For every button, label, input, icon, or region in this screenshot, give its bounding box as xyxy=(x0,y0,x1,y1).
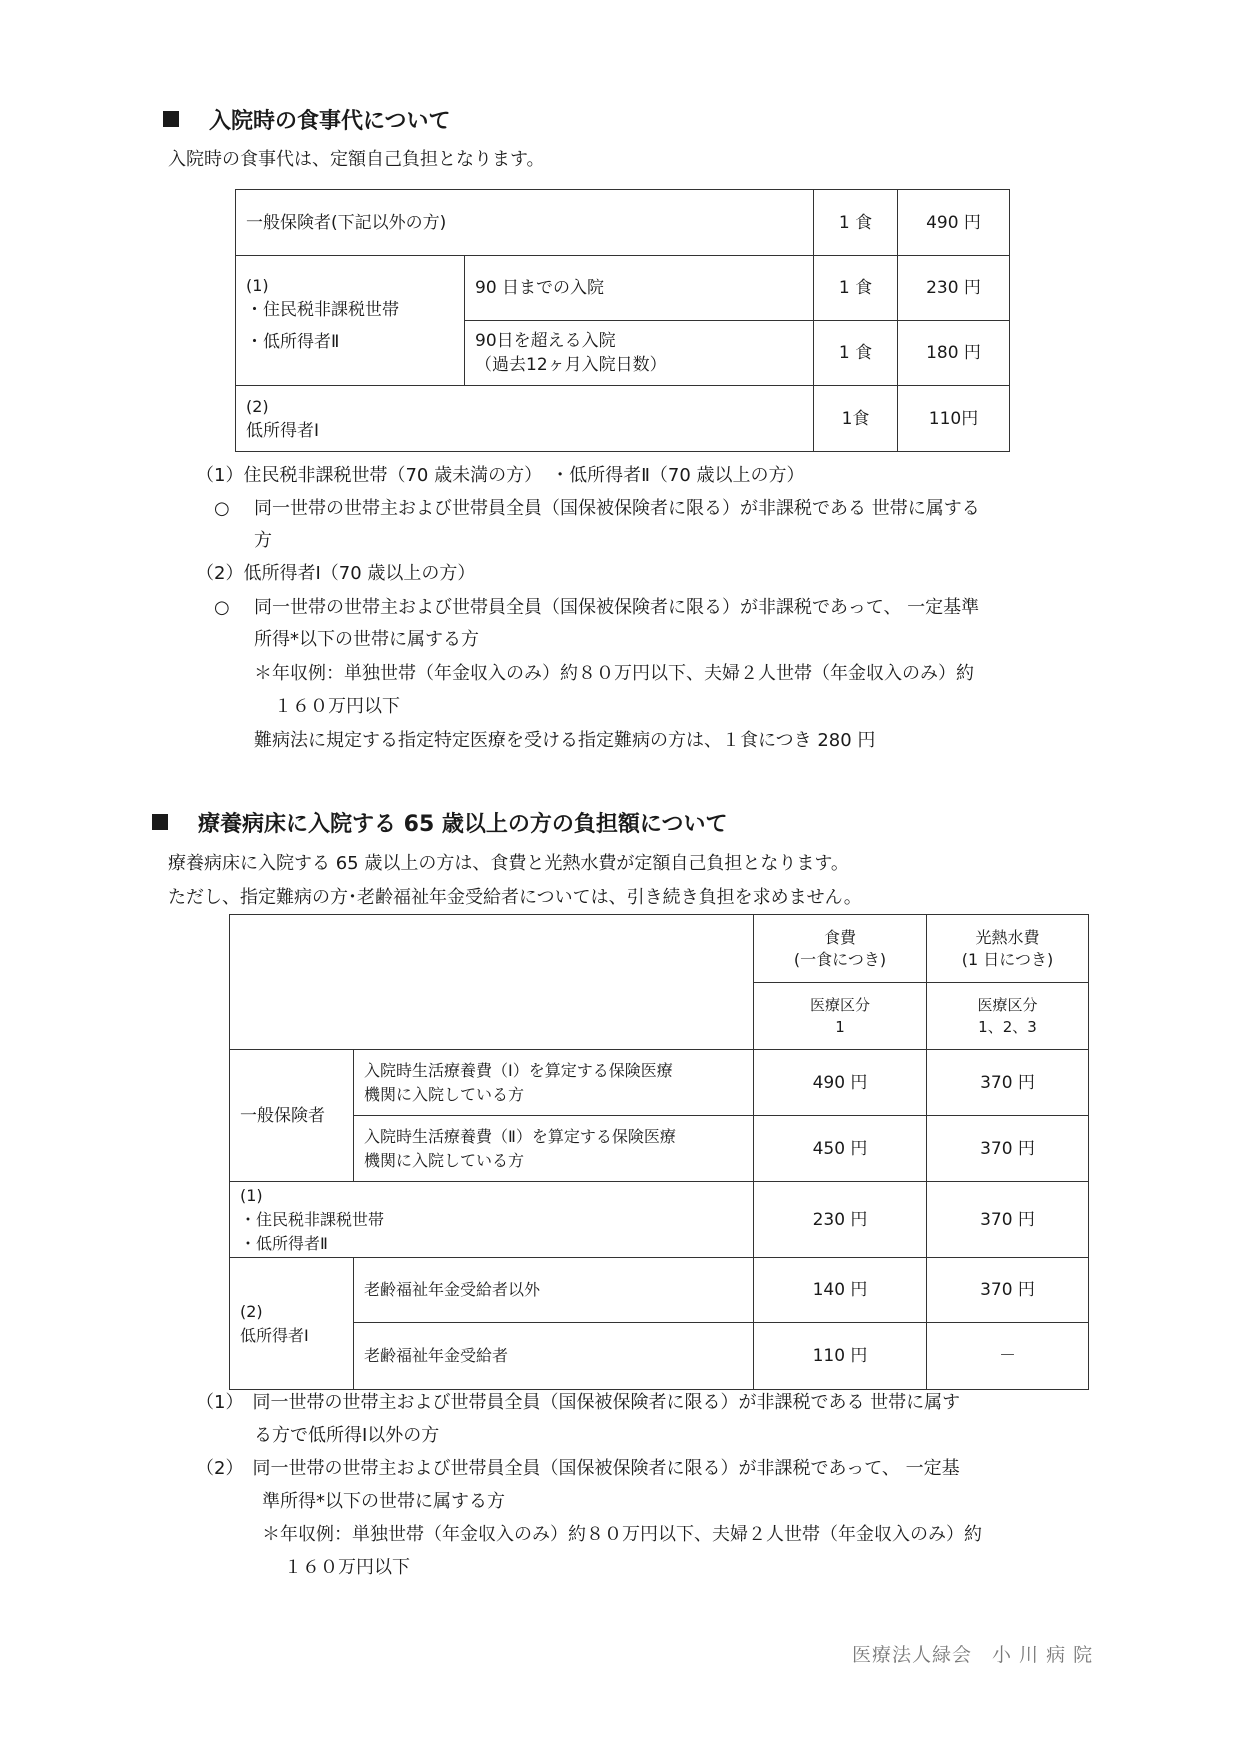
hospital-footer: 医療法人緑会 小 川 病 院 xyxy=(852,1644,1094,1666)
general-insured-cell: 一般保険者(下記以外の方) xyxy=(236,190,814,256)
food-category-header xyxy=(754,983,927,1050)
category-line: 医療区分 xyxy=(809,996,870,1014)
note-bullet: ○ xyxy=(214,597,230,618)
table-row xyxy=(230,915,1089,983)
food-price-cell: 230 円 xyxy=(754,1182,927,1258)
section2-intro: 療養病床に入院する 65 歳以上の方は、食費と光熱水費が定額自己負担となります。 xyxy=(168,853,849,874)
square-bullet-icon xyxy=(152,814,168,830)
table-row xyxy=(236,190,1010,256)
row-label-cell: 老齢福祉年金受給者以外 xyxy=(354,1258,754,1323)
stay-label-line: 90日を超える入院 xyxy=(475,331,616,351)
note-1-body: 同一世帯の世帯主および世帯員全員（国保被保険者に限る）が非課税である 世帯に属する xyxy=(254,498,980,519)
table-row xyxy=(230,1323,1089,1390)
unit-cell: 1 食 xyxy=(814,321,898,386)
low-income-2-cell xyxy=(230,1182,754,1258)
section1-heading xyxy=(163,104,451,135)
note-1: （1） 同一世帯の世帯主および世帯員全員（国保被保険者に限る）が非課税である 世帯に属す xyxy=(196,1392,961,1413)
price-cell: 110円 xyxy=(898,386,1010,452)
note-2-title: （2）低所得者Ⅰ（70 歳以上の方） xyxy=(196,563,476,584)
section1-intro: 入院時の食事代は、定額自己負担となります。 xyxy=(168,149,545,170)
group-tag: (2) xyxy=(246,396,269,416)
utility-header xyxy=(927,915,1089,983)
row-label-line: 機関に入院している方 xyxy=(364,1084,525,1104)
utility-category-header xyxy=(927,983,1089,1050)
utility-price-cell: 370 円 xyxy=(927,1182,1089,1258)
group-tag: (1) xyxy=(246,276,269,295)
section2-heading xyxy=(152,807,728,838)
long-term-care-table xyxy=(229,914,1089,1390)
group-line: 低所得者Ⅰ xyxy=(246,420,320,441)
table-row xyxy=(230,1182,1089,1258)
note-2: 準所得*以下の世帯に属する方 xyxy=(262,1491,505,1512)
stay-label-cell xyxy=(465,321,814,386)
food-price-cell: 110 円 xyxy=(754,1323,927,1390)
low-income-2-group-cell xyxy=(236,256,465,386)
category-line: 1 xyxy=(835,1018,845,1036)
meal-cost-table xyxy=(235,189,1010,452)
income-example: １６０万円以下 xyxy=(274,696,400,717)
note-2-body: 同一世帯の世帯主および世帯員全員（国保被保険者に限る）が非課税であって、 一定基準 xyxy=(254,597,980,618)
general-insured-cell: 一般保険者 xyxy=(230,1050,354,1182)
food-price-cell: 450 円 xyxy=(754,1116,927,1182)
group-line: 低所得者Ⅰ xyxy=(240,1325,309,1345)
food-header-line: (一食につき) xyxy=(793,949,887,969)
utility-price-cell: － xyxy=(927,1323,1089,1390)
price-cell: 180 円 xyxy=(898,321,1010,386)
unit-cell: 1 食 xyxy=(814,190,898,256)
group-line: ・低所得者Ⅱ xyxy=(240,1233,328,1253)
note-bullet: ○ xyxy=(214,498,230,519)
food-header xyxy=(754,915,927,983)
income-example: ＊年収例：単独世帯（年金収入のみ）約８０万円以下、夫婦２人世帯（年金収入のみ）約 xyxy=(262,1524,982,1545)
unit-cell: 1食 xyxy=(814,386,898,452)
table-row xyxy=(230,1116,1089,1182)
intractable-disease-note: 難病法に規定する指定特定医療を受ける指定難病の方は、１食につき 280 円 xyxy=(254,730,876,751)
income-example: ＊年収例：単独世帯（年金収入のみ）約８０万円以下、夫婦２人世帯（年金収入のみ）約 xyxy=(254,663,974,684)
square-bullet-icon xyxy=(163,111,179,127)
row-label-cell xyxy=(354,1116,754,1182)
note-1: る方で低所得Ⅰ以外の方 xyxy=(254,1425,440,1446)
section2-intro: ただし、指定難病の方･老齢福祉年金受給者については、引き続き負担を求めません。 xyxy=(168,887,862,908)
row-label-line: 入院時生活療養費（Ⅰ）を算定する保険医療 xyxy=(364,1060,673,1080)
header-blank-cell xyxy=(230,915,754,1050)
low-income-1-cell xyxy=(236,386,814,452)
utility-header-line: 光熱水費 xyxy=(975,927,1040,947)
utility-price-cell: 370 円 xyxy=(927,1050,1089,1116)
table-row xyxy=(230,1258,1089,1323)
row-label-line: 入院時生活療養費（Ⅱ）を算定する保険医療 xyxy=(364,1126,676,1146)
note-1-title: （1）住民税非課税世帯（70 歳未満の方） ・低所得者Ⅱ（70 歳以上の方） xyxy=(196,465,805,486)
group-line: ・住民税非課税世帯 xyxy=(246,300,399,320)
utility-header-line: (1 日につき) xyxy=(961,949,1054,969)
group-tag: (1) xyxy=(240,1185,263,1205)
group-line: ・住民税非課税世帯 xyxy=(240,1209,385,1229)
row-label-cell: 老齢福祉年金受給者 xyxy=(354,1323,754,1390)
unit-cell: 1 食 xyxy=(814,256,898,321)
category-line: 医療区分 xyxy=(977,996,1038,1014)
row-label-cell xyxy=(354,1050,754,1116)
utility-price-cell: 370 円 xyxy=(927,1116,1089,1182)
food-header-line: 食費 xyxy=(823,927,856,947)
food-price-cell: 490 円 xyxy=(754,1050,927,1116)
utility-price-cell: 370 円 xyxy=(927,1258,1089,1323)
table-row xyxy=(236,256,1010,321)
table-row xyxy=(230,1050,1089,1116)
stay-label-line: （過去12ヶ月入院日数） xyxy=(475,355,667,375)
stay-label-cell: 90 日までの入院 xyxy=(465,256,814,321)
group-tag: (2) xyxy=(240,1301,263,1321)
price-cell: 490 円 xyxy=(898,190,1010,256)
group-line: ・低所得者Ⅱ xyxy=(246,332,340,352)
note-1-body: 方 xyxy=(254,530,272,551)
row-label-line: 機関に入院している方 xyxy=(364,1150,525,1170)
table-row xyxy=(236,386,1010,452)
section1-heading-text: 入院時の食事代について xyxy=(209,109,451,134)
note-2-body: 所得*以下の世帯に属する方 xyxy=(254,629,479,650)
category-line: 1、2、3 xyxy=(978,1018,1037,1036)
income-example: １６０万円以下 xyxy=(284,1557,410,1578)
price-cell: 230 円 xyxy=(898,256,1010,321)
food-price-cell: 140 円 xyxy=(754,1258,927,1323)
section2-heading-text: 療養病床に入院する 65 歳以上の方の負担額について xyxy=(198,812,728,837)
low-income-1-cell xyxy=(230,1258,354,1390)
note-2: （2） 同一世帯の世帯主および世帯員全員（国保被保険者に限る）が非課税であって、 一定基 xyxy=(196,1458,960,1479)
